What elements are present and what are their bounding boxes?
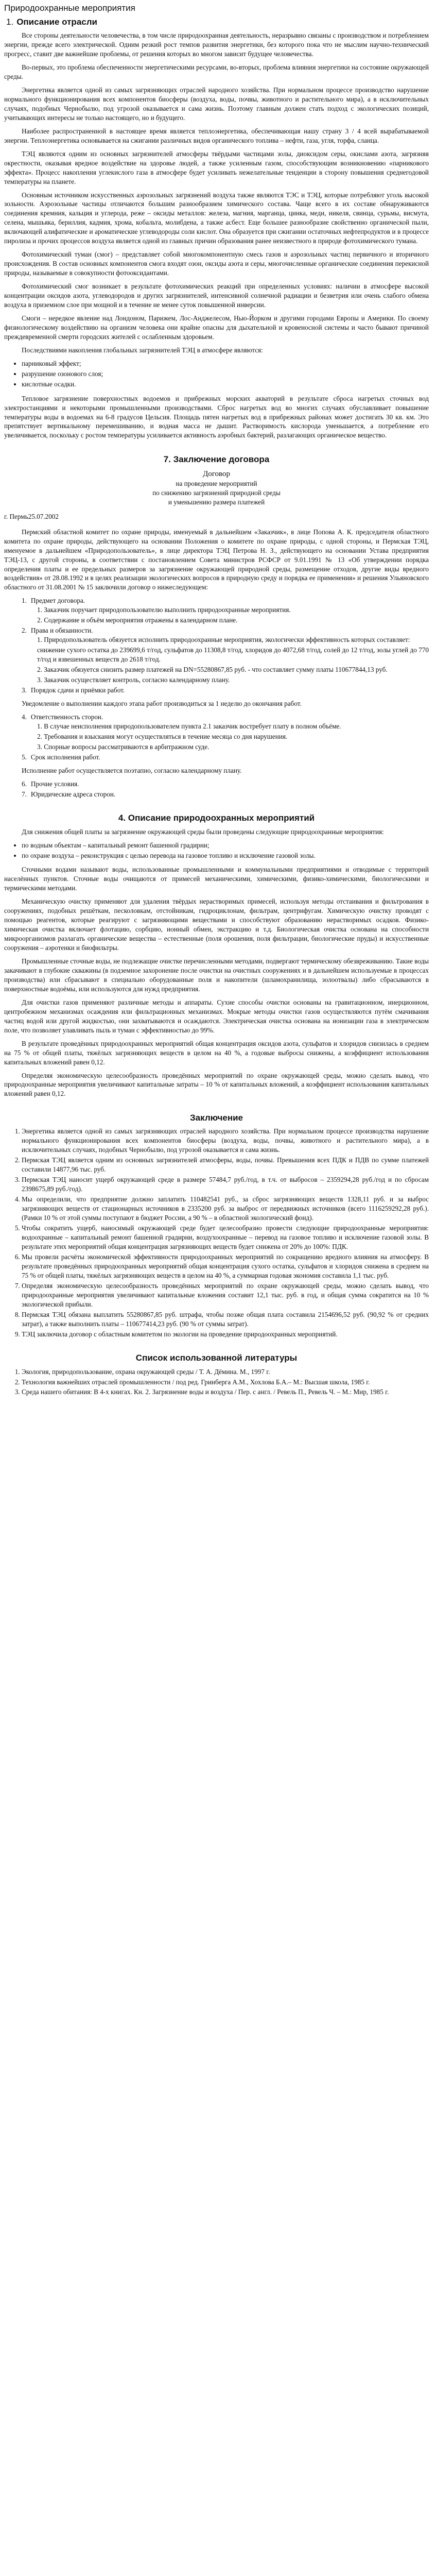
- list-item: • по охране воздуха – реконструкция с целью перевода на газовое топливо и исключение газовой золы.: [22, 851, 429, 860]
- contract-clause: [22, 779, 429, 789]
- clause-number: 2.: [22, 626, 27, 635]
- conclusion-item: 7. Определяя экономическую целесообразность проведённых мероприятий по охране окружающей среды, можно сделать вывод, что природоохранные мероприятия увеличивают капитальные вложения составит 12,1 тыс. руб. в год, и общая сумма сократится на 10 % экологической прибыли.: [22, 1281, 429, 1309]
- references-list: [4, 1367, 429, 1397]
- reference-item: 1. Экология, природопользование, охрана окружающей среды / Т. А. Дёмина. М., 1997 г.: [22, 1367, 429, 1377]
- reference-item: 3. Среда нашего обитания: В 4-х книгах. Кн. 2. Загрязнение воды и воздуха / Пер. с англ. / Ревель П., Ревель Ч. – М.: Мир, 1985 г.: [22, 1387, 429, 1397]
- section-heading-contract: 7. Заключение договора: [163, 454, 270, 465]
- conclusion-item: 9. ТЭЦ заключила договор с областным комитетом по экологии на проведение природоохранных мероприятий.: [22, 1330, 429, 1339]
- clause-subitem: 1. В случае неисполнения природопользователем пункта 2.1 заказчик востребует плату в полном объёме.: [37, 722, 341, 730]
- clause-subitem: снижение сухого остатка до 239699,6 т/год, сульфатов до 11308,8 т/год, хлоридов до 4072,68 т/год, солей до 12 т/год, золы углей до 770 т/год и взвешенных веществ до 2618 т/год.: [37, 646, 429, 664]
- contract-header-line: по снижению загрязнений природной среды: [152, 488, 281, 497]
- clause-text: Предмет договора.: [30, 597, 85, 605]
- conclusion-item: 2. Пермская ТЭЦ является одним из основных загрязнителей атмосферы, воды, почвы. Превышения всех ПДК и ПДВ по сумме платежей составили 14877,96 тыс. руб.: [22, 1156, 429, 1174]
- conclusion-item: 6. Мы провели расчёты экономической эффективности природоохранных мероприятий по сокращению вредного влияния на атмосферу. В результате проведённых природоохранных мероприятий общая концентрация сухого остатка, сульфатов и хлоридов снижена в среднем на 75 % от общей платы, тяжёлых загрязняющих веществ в целом на 40 %, а суммарная годовая экономия составила 1,1 тыс. руб.: [22, 1252, 429, 1280]
- section-number: 1.: [6, 17, 14, 27]
- paragraph: Смоги – нередкое явление над Лондоном, Парижем, Лос-Анджелесом, Нью-Йорком и другими городами Европы и Америки. По своему физиологическому воздействию на организм человека они крайне опасны для дыхательной и кровеносной системы и часто бывают причиной преждевременной смерти городских жителей с ослабленным здоровьем.: [4, 314, 429, 341]
- reference-item: 2. Технология важнейших отраслей промышленности / под ред. Гринберга А.М., Хохлова Б.А.– М.: Высшая школа, 1985 г.: [22, 1378, 429, 1387]
- measures-list: [4, 841, 429, 860]
- paragraph: Сточными водами называют воды, использованные промышленными и коммунальными предприятиями и отводимые с территорий населённых пунктов. Сточные воды очищаются от примесей механическими, химическими, физико-химическими, биологическими и термическими методами.: [4, 866, 429, 892]
- list-item: • разрушение озонового слоя;: [22, 369, 429, 379]
- paragraph: Основным источником искусственных аэрозольных загрязнений воздуха также являются ТЭС и ТЭЦ, которые потребляют уголь высокой зольности. Аэрозольные частицы отличаются большим разнообразием химического состава. Чаще всего в их составе обнаруживаются соединения кремния, кальция и углерода, реже – оксиды металлов: железа, магния, марганца, цинка, меди, никеля, свинца, сурьмы, висмута, селена, мышьяка, бериллия, кадмия, хрома, кобальта, молибдена, а также асбест. Еще большее разнообразие свойственно органической пыли, включающей алифатические и ароматические углеводороды соли кислот. Она образуется при сжигании остаточных нефтепродуктов и в процессе пиролиза и прочих процессов воздуха является одной из главных причин образования ранее неизвестного в природе фотохимического тумана.: [4, 191, 429, 245]
- section-industry-body: [4, 31, 429, 355]
- document-title: Природоохранные мероприятия: [4, 3, 135, 13]
- clause-number: 3.: [22, 686, 27, 694]
- section-heading-industry: [4, 16, 429, 28]
- paragraph: Тепловое загрязнение поверхностных водоемов и прибрежных морских акваторий в результате сброса нагретых сточных вод электростанциями и некоторыми промышленными производствами. Сброс нагретых вод во многих случаях обуславливает повышение температуры воды в водоемах на 6-8 градусов Цельсия. Площадь пятен нагретых вод в прибрежных районах может достигать 30 кв. км. Это препятствует вертикальному перемешиванию, и водная масса не дышит. Растворимость кислорода уменьшается, а потребление его увеличивается, поскольку с ростом температуры усиливается активность аэробных бактерий, разлагающих органическое вещество.: [4, 394, 429, 439]
- measures-lead: Для снижения общей платы за загрязнение окружающей среды были проведены следующие природоохранные мероприятия:: [22, 827, 384, 836]
- conclusion-item: 4. Мы определили, что предприятие должно заплатить 110482541 руб., за сброс загрязняющих веществ 1328,11 руб. и за выброс загрязняющих веществ от стационарных источников в 2335200 руб. за выброс от передвижных источников (всего 1116259292,28 руб.). (Рамки 10 % от этой суммы поступают в бюджет России, а 90 % – в областной экологический фонд).: [22, 1195, 429, 1223]
- clause-subitem: 1. Природопользователь обязуется исполнить природоохранные мероприятия, экологически эффективность которых составляет:: [37, 636, 410, 644]
- paragraph: Фотохимический смог возникает в результате фотохимических реакций при определенных условиях: наличии в атмосфере высокой концентрации оксидов азота, углеводородов и других загрязнителей, интенсивной солнечной радиации и безветрия или очень слабого обмена воздуха в приземном слое при мощной и в течение не менее суток повышенной инверсии.: [4, 282, 429, 309]
- contract-clause: [22, 753, 429, 762]
- clause-number: 5.: [22, 753, 27, 761]
- clause-number: 1.: [22, 597, 27, 605]
- clause-text: Срок исполнения работ.: [30, 753, 100, 761]
- contract-header-line: на проведение мероприятий: [176, 479, 257, 487]
- contract-note-stages: Уведомление о выполнении каждого этапа работ производиться за 1 неделю до окончания работ.: [22, 699, 302, 707]
- paragraph: Во-первых, это проблема обеспеченности энергетическими ресурсами, во-вторых, проблема влияния энергетики на состояние окружающей среды.: [4, 63, 429, 81]
- list-item: • парниковый эффект;: [22, 359, 429, 368]
- contract-header: [4, 469, 429, 507]
- paragraph: Определяя экономическую целесообразность проведённых мероприятий по охране окружающей среды, можно сделать вывод, что природоохранные мероприятия увеличивают капитальные затраты – 10 % от капитальных вложений, а коэффициент использования капитальных вложений равен 0,12.: [4, 1071, 429, 1098]
- paragraph: Фотохимический туман (смог) – представляет собой многокомпонентную смесь газов и аэрозольных частиц первичного и вторичного происхождения. В состав основных компонентов смога входят озон, оксиды азота и серы, многочисленные органические соединения перекисной природы, называемые в совокупности фотооксидантами.: [4, 250, 429, 277]
- contract-header-line: и уменьшению размера платежей: [168, 498, 265, 506]
- list-item: • кислотные осадки.: [22, 380, 429, 389]
- paragraph: Для очистки газов применяют различные методы и аппараты. Сухие способы очистки основаны на гравитационном, инерционном, центробежном механизмах осаждения или фильтрационных механизмах. Мокрые методы очистки газов осуществляются путём смачивания частиц водой или другой жидкостью, они захватываются и осаждаются. Электрическая очистка основана на ионизации газа в электрическом поле, что позволяет улавливать пыль и туман с эффективностью до 99%.: [4, 998, 429, 1034]
- contract-note-execution: Исполнение работ осуществляется поэтапно, согласно календарному плану.: [22, 766, 242, 774]
- paragraph: Наиболее распространенной в настоящее время является теплоэнергетика, обеспечивающая нашу страну 3 / 4 всей вырабатываемой энергии. Теплоэнергетика основывается на сжигании различных видов органического топлива – нефти, газа, угля, торфа, сланца.: [4, 127, 429, 144]
- clause-text: Ответственность сторон.: [30, 713, 103, 721]
- contract-clauses-3: [4, 779, 429, 799]
- conclusion-item: 3. Пермская ТЭЦ наносит ущерб окружающей среде в размере 57484,7 руб./год, в т.ч. от выбросов – 2359294,28 руб./год и по сбросам 2398675,89 руб./год).: [22, 1175, 429, 1194]
- paragraph: Все стороны деятельности человечества, в том числе природоохранная деятельность, неразрывно связаны с производством и потреблением энергии, прежде всего электрической. Одним резкий рост темпов развития энергетики, без которого пока что не мыслим научно-технический прогресс, ставит две важнейшие проблемы, от решения которых во многом зависит будущее человечества.: [4, 31, 429, 58]
- paragraph: В результате проведённых природоохранных мероприятий общая концентрация оксидов азота, сульфатов и хлоридов снизилась в среднем на 75 % от общей платы, тяжёлых загрязняющих веществ в целом на 40 %, а годовые выбросы снижены, а коэффициент использования капитальных вложений равен 0,12.: [4, 1039, 429, 1066]
- contract-clause: [22, 596, 429, 625]
- contract-header-line: Договор: [203, 469, 230, 478]
- conclusion-item: 1. Энергетика является одной из самых загрязняющих отраслей народного хозяйства. При нормальном процессе производства нарушение нормального функционирования всех компонентов биосферы (воздуха, воды, почвы, животного и растительного мира), а в исключительных случаях, подобных Чернобылю, под угрозой оказывается и сама жизнь.: [22, 1127, 429, 1155]
- list-item: • по водным объектам – капитальный ремонт башенной градирни;: [22, 841, 429, 850]
- paragraph: Механическую очистку применяют для удаления твёрдых нерастворимых примесей, используя методы отстаивания и фильтрования в сооружениях, подобных решёткам, песколовкам, отстойникам, гидроциклонам, фильтрам, центрифугам. Химическую очистку проводят с помощью реагентов, которые реагируют с загрязняющими веществами и способствуют образованию нерастворимых осадков. Физико-химическая очистка включает флотацию, сорбцию, ионный обмен, экстракцию и т.д. Биологическая очистка основана на способности микроорганизмов разлагать органические вещества – естественные (поля орошения, поля фильтрации, биологические пруды) и искусственные сооружения – аэротенки и биофильтры.: [4, 897, 429, 952]
- clause-subitems: [22, 605, 429, 625]
- clause-number: 4.: [22, 713, 27, 721]
- measures-body: [4, 865, 429, 1098]
- clause-subitems: [22, 635, 429, 685]
- conclusion-item: 8. Пермская ТЭЦ обязана выплатить 55280867,85 руб. штрафа, чтобы позже общая плата составила 2154696,52 руб. (90,92 % от средних затрат), а также выполнить платы – 110677414,23 руб. (90 % от суммы затрат).: [22, 1310, 429, 1329]
- contract-clauses: [4, 596, 429, 695]
- clause-text: Юридические адреса сторон.: [30, 790, 116, 798]
- section-industry-after: [4, 394, 429, 440]
- contract-clause: [22, 686, 429, 695]
- clause-text: Прочие условия.: [30, 779, 79, 788]
- clause-text: Порядок сдачи и приёмки работ.: [30, 686, 125, 694]
- clause-text: Права и обязанности.: [30, 626, 93, 635]
- clause-subitems: [22, 722, 429, 752]
- contract-clauses-2: [4, 713, 429, 762]
- paragraph: ТЭЦ являются одним из основных загрязнителей атмосферы твёрдыми частицами золы, диоксидом серы, окислами азота, загрязняя окрестности, оказывая вредное воздействие на здоровье людей, а также усиленным газом, способствующим возникновению «парникового эффекта». Процесс накопления углекислого газа в атмосфере будет усиливать нежелательные тенденции в сторону повышения среднегодовой температуры на планете.: [4, 149, 429, 185]
- contract-clause: [22, 713, 429, 752]
- clause-subitem: 2. Заказчик обязуется снизить размер платежей на DN=55280867,85 руб. - что составляет сумму платы 110677844,13 руб.: [37, 666, 388, 674]
- conclusion-item: 5. Чтобы сократить ущерб, наносимый окружающей среде будет целесообразно провести следующие природоохранные мероприятия: водоохранные – капитальный ремонт башенной градирни, воздухоохранные – перевод на газовое топливо и исключение газовой золы. В результате этих мероприятий общая концентрация загрязняющих веществ будет снижена от 20% до 100%: ПДК.: [22, 1224, 429, 1251]
- contract-intro: Пермский областной комитет по охране природы, именуемый в дальнейшем «Заказчик», в лице Попова А. К. председателя областного комитета по охране природы, действующего на основании Положения о комитете по охране природы, с одной стороны, и Пермская ТЭЦ, именуемое в дальнейшем «Природопользователь», в лице директора ТЭЦ Петрова Н. З., действующего на основании Устава предприятия ТЭЦ-13, с другой стороны, в соответствии с постановлением Совета министров РСФСР от 9.01.1991 № 13 «Об утверждении порядка определения платы и ее предельных размеров за загрязнение окружающей природной среды, размещение отходов, другие виды вредного воздействия» от 28.08.1992 и в целях реализации экологических вопросов в природную среду и порядка ее применения» и решения Ульяновского областного от 31.08.2001 № 15 заключили договор о нижеследующем:: [4, 528, 429, 591]
- clause-number: 6.: [22, 779, 27, 788]
- section-heading-references: Список использованной литературы: [135, 1353, 298, 1363]
- contract-clause: [22, 626, 429, 685]
- clause-number: 7.: [22, 790, 27, 798]
- contract-place-date: г. Пермь25.07.2002: [4, 512, 59, 520]
- paragraph: Промышленные сточные воды, не подлежащие очистке перечисленными методами, подвергают термическому обезвреживанию. Такие воды закачивают в глубокие скважины (в подземное захоронение после очистки на очистных сооружениях и в дальнейшем используемые в процессах производства) или сбрасывают в специально оборудованные поля и накопители (шламохранилища, золоотвалы) либо сбрасываются в поверхностные водоёмы, или используются для нужд предприятия.: [4, 957, 429, 993]
- clause-subitem: 3. Заказчик осуществляет контроль, согласно календарному плану.: [37, 676, 230, 684]
- section-heading-measures: 4. Описание природоохранных мероприятий: [118, 813, 315, 823]
- conclusion-list: [4, 1127, 429, 1338]
- clause-subitem: 2. Требования и взыскания могут осуществляться в течение месяца со дня нарушения.: [37, 732, 288, 740]
- paragraph: Последствиями накопления глобальных загрязнителей ТЭЦ в атмосфере являются:: [22, 346, 263, 354]
- consequences-list: [4, 359, 429, 389]
- clause-subitem: 2. Содержание и объём мероприятия отражены в календарном плане.: [37, 616, 238, 624]
- section-heading-conclusion: Заключение: [190, 1113, 243, 1123]
- paragraph: Энергетика является одной из самых загрязняющих отраслей народного хозяйства. При нормальном процессе производство нарушение нормального функционирования всех компонентов биосферы (воздуха, воды, почвы, животного и растительного мира), а в исключительных случаях, подобных Чернобылю, под угрозой оказывается и сама жизнь. Поэтому главным должен стать подход с экологических позиций, учитывающих интересы не только настоящего, но и будущего.: [4, 86, 429, 122]
- contract-clause: [22, 790, 429, 799]
- section-title: Описание отрасли: [16, 17, 97, 27]
- clause-subitem: 1. Заказчик поручает природопользователю выполнить природоохранные мероприятия.: [37, 606, 291, 614]
- clause-subitem: 3. Спорные вопросы рассматриваются в арбитражном суде.: [37, 742, 210, 751]
